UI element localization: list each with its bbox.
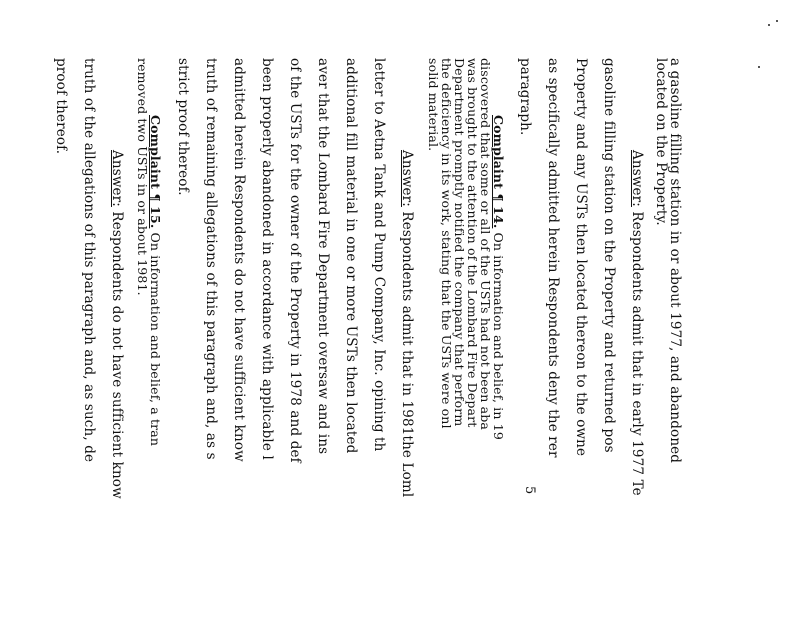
complaint-line: Complaint ¶ 15. On information and belief, a tran <box>148 115 163 447</box>
answer-line: Answer: Respondents admit that in early 1977 Te <box>629 150 645 496</box>
scan-speck <box>776 20 778 22</box>
text-line: was brought to the attention of the Lombard Fire Depart <box>465 58 480 428</box>
text-line: gasoline filling station on the Property and returned pos <box>601 58 617 453</box>
text-line: Department promptly notified the company that perform <box>452 58 467 427</box>
text-line: located on the Property. <box>653 58 669 226</box>
text-line: truth of remaining allegations of this paragraph and, as s <box>203 58 219 460</box>
complaint-label: Complaint ¶ 14. <box>491 115 506 229</box>
text-line: paragraph. <box>517 58 533 136</box>
text-line: as specifically admitted herein Respondents deny the rer <box>545 58 561 458</box>
text-line: been properly abandoned in accordance with applicable l <box>259 58 275 460</box>
answer-label: Answer: <box>629 150 645 207</box>
text-line: solid material. <box>426 58 441 152</box>
page-number: 5 <box>522 486 537 495</box>
answer-label: Answer: <box>109 150 125 207</box>
text-line: truth of the allegations of this paragraph and, as such, de <box>81 58 97 463</box>
answer-line: Answer: Respondents do not have sufficient know <box>109 150 125 499</box>
text-line: of the USTs for the owner of the Property in 1978 and def <box>287 58 303 463</box>
complaint-line: Complaint ¶ 14. On information and belief, in 19 <box>491 115 506 440</box>
scan-speck <box>758 66 760 68</box>
text-line: Property and any USTs then located thereon to the owne <box>573 58 589 457</box>
text-line: strict proof thereof. <box>175 58 191 196</box>
text-line: proof thereof. <box>53 58 69 155</box>
text-line: admitted herein Respondents do not have sufficient know <box>231 58 247 462</box>
text-line: removed two USTs in or about 1981. <box>135 58 150 296</box>
answer-line: Answer: Respondents admit that in 1981the Loml <box>399 150 415 498</box>
scan-speck <box>768 24 770 26</box>
complaint-label: Complaint ¶ 15. <box>148 115 163 229</box>
text-line: letter to Aetna Tank and Pump Company, Inc. opining th <box>371 58 387 452</box>
answer-label: Answer: <box>399 150 415 207</box>
text-line: additional fill material in one or more USTs then located <box>343 58 359 454</box>
text-line: a gasoline filling station in or about 1977, and abandoned <box>667 58 683 464</box>
text-line: discovered that some or all of the USTs had not been aba <box>478 58 493 430</box>
text-line: aver that the Lombard Fire Department oversaw and ins <box>315 58 331 455</box>
text-line: the deficiency in its work, stating that the USTs were onl <box>439 58 454 429</box>
